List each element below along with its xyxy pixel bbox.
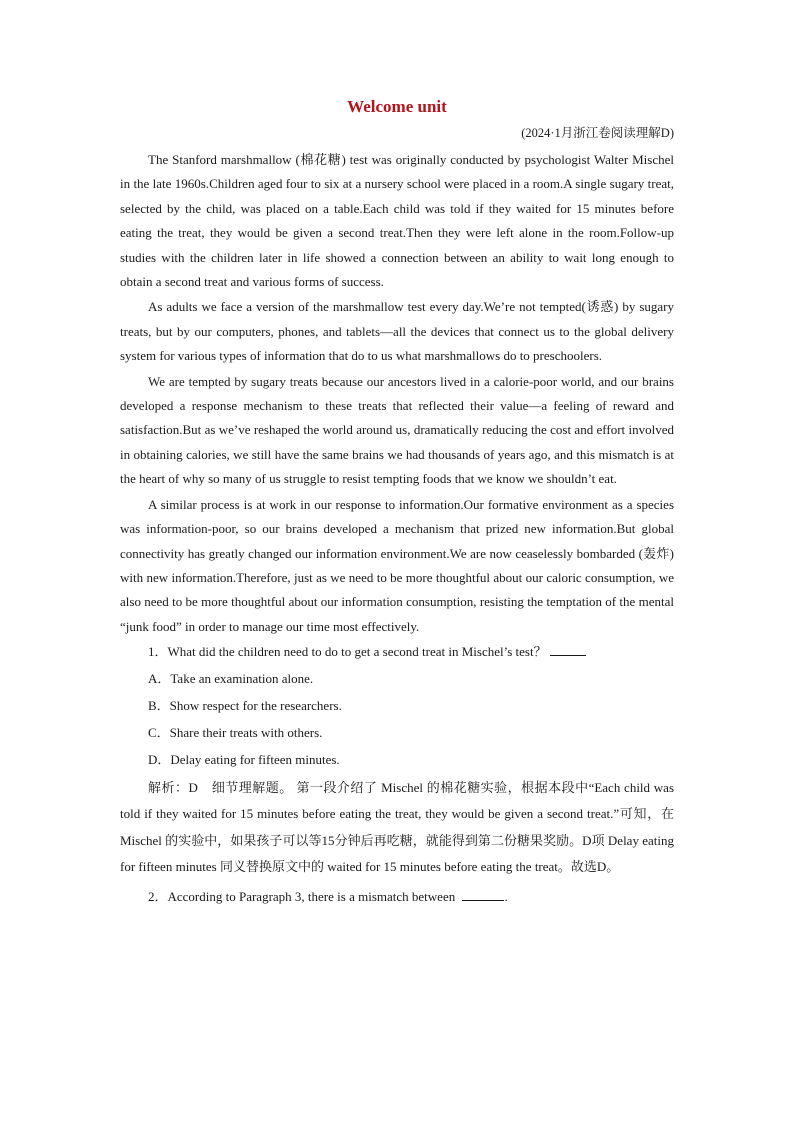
question-1-stem: 1．What did the children need to do to get a second treat in Mischel’s test？	[148, 644, 547, 660]
document-title: Welcome unit	[347, 97, 447, 116]
passage-paragraph-1: The Stanford marshmallow (棉花糖) test was originally conducted by psychologist Walter Mischel in the late 1960s.Children aged four to six at a nursery school were placed in a room.A single sugary treat, selected by the child, was placed on a table.Each child was told if they waited for 15 minutes before eating the treat, they would be given a second treat.Then they were left alone in the room.Follow-up studies with the children later in life showed a connection between an ability to wait long enough to obtain a second treat and various forms of success.	[120, 152, 674, 290]
option-a: A．Take an examination alone.	[148, 670, 314, 686]
document-page	[120, 96, 674, 909]
passage-paragraph-4: A similar process is at work in our response to information.Our formative environment as a species was information-poor, so our brains developed a mechanism that prized new information.But global connectivity has greatly changed our information environment.We are now ceaselessly bombarded (轰炸) with new information.Therefore, just as we need to be more thoughtful about our caloric consumption, we also need to be more thoughtful about our information consumption, resisting the temptation of the mental “junk food” in order to manage our time most effectively.	[120, 496, 674, 634]
option-c: C．Share their treats with others.	[148, 724, 323, 740]
option-d: D．Delay eating for fifteen minutes.	[148, 751, 340, 767]
answer-blank-1	[550, 643, 586, 656]
question-2: 2．According to Paragraph 3, there is a mismatch between .	[148, 888, 508, 904]
answer-blank-2	[462, 888, 504, 901]
question-1	[120, 640, 674, 664]
option-b: B．Show respect for the researchers.	[148, 697, 342, 713]
passage-paragraph-3: We are tempted by sugary treats because our ancestors lived in a calorie-poor world, and our brains developed a response mechanism to these treats that reflected their value—a feeling of reward and satisfaction.But as we’ve reshaped the world around us, dramatically reducing the cost and effort involved in obtaining calories, we still have the same brains we had thousands of years ago, and this mismatch is at the heart of why so many of us struggle to resist tempting foods that we know we shouldn’t eat.	[120, 373, 674, 487]
passage-paragraph-2: As adults we face a version of the marshmallow test every day.We’re not tempted(诱惑) by sugary treats, but by our computers, phones, and tablets—all the devices that connect us to the global delivery system for various types of information that do to us what marshmallows do to preschoolers.	[120, 299, 674, 364]
question-2-stem: 2．According to Paragraph 3, there is a mismatch between	[148, 888, 456, 904]
analysis-1: 解析：D 细节理解题。 第一段介绍了 Mischel 的棉花糖实验，根据本段中“Each child was told if they waited for 15 minutes before eating the treat, they would be given a second treat.”可知，在Mischel 的实验中，如果孩子可以等15分钟后再吃糖，就能得到第二份糖果奖励。D项 Delay eating for fifteen minutes 同义替换原文中的 waited for 15 minutes before eating the treat。故选D。	[120, 779, 674, 875]
source-note: (2024·1月浙江卷阅读理解D)	[521, 126, 674, 140]
